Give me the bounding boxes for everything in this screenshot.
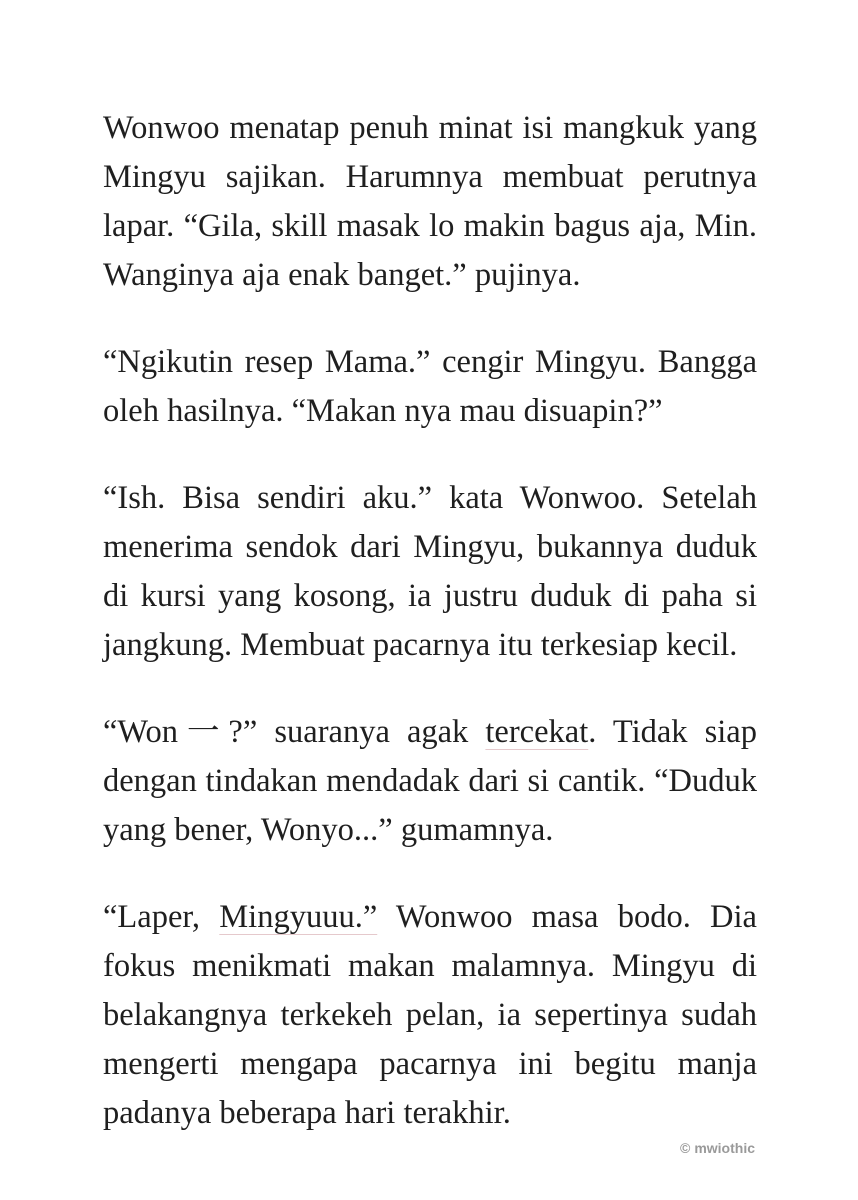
paragraph-1 (103, 104, 757, 300)
paragraph-text-before: “Won一?” suaranya agak (103, 714, 486, 750)
underlined-word: Mingyuuu.” (219, 899, 378, 935)
paragraph-text-after: Wonwoo masa bodo. Dia fokus menikmati makan malamnya. Mingyu di belakangnya terkekeh pelan, ia sepertinya sudah mengerti mengapa pacarnya ini begitu manja padanya beberapa hari terakhir. (103, 899, 757, 1131)
paragraph-text-before: “Laper, (103, 899, 220, 935)
watermark-handle: mwiothic (694, 1140, 755, 1156)
paragraph-text: “Ish. Bisa sendiri aku.” kata Wonwoo. Setelah menerima sendok dari Mingyu, bukannya duduk di kursi yang kosong, ia justru duduk di paha si jangkung. Membuat pacarnya itu terkesiap kecil. (103, 480, 757, 663)
underlined-word: tercekat (485, 714, 589, 750)
author-watermark (680, 1140, 755, 1156)
paragraph-2 (103, 338, 757, 436)
paragraph-3 (103, 474, 757, 670)
paragraph-text-after: . Tidak siap dengan tindakan mendadak dari si cantik. “Duduk yang bener, Wonyo...” gumamnya. (103, 714, 757, 848)
story-text (103, 104, 757, 1138)
copyright-icon: © (680, 1140, 691, 1156)
paragraph-text: Wonwoo menatap penuh minat isi mangkuk yang Mingyu sajikan. Harumnya membuat perutnya lapar. “Gila, skill masak lo makin bagus aja, Min. Wanginya aja enak banget.” pujinya. (103, 110, 757, 293)
paragraph-4 (103, 708, 757, 855)
paragraph-text: “Ngikutin resep Mama.” cengir Mingyu. Bangga oleh hasilnya. “Makan nya mau disuapin?” (103, 344, 757, 429)
paragraph-5 (103, 893, 757, 1138)
